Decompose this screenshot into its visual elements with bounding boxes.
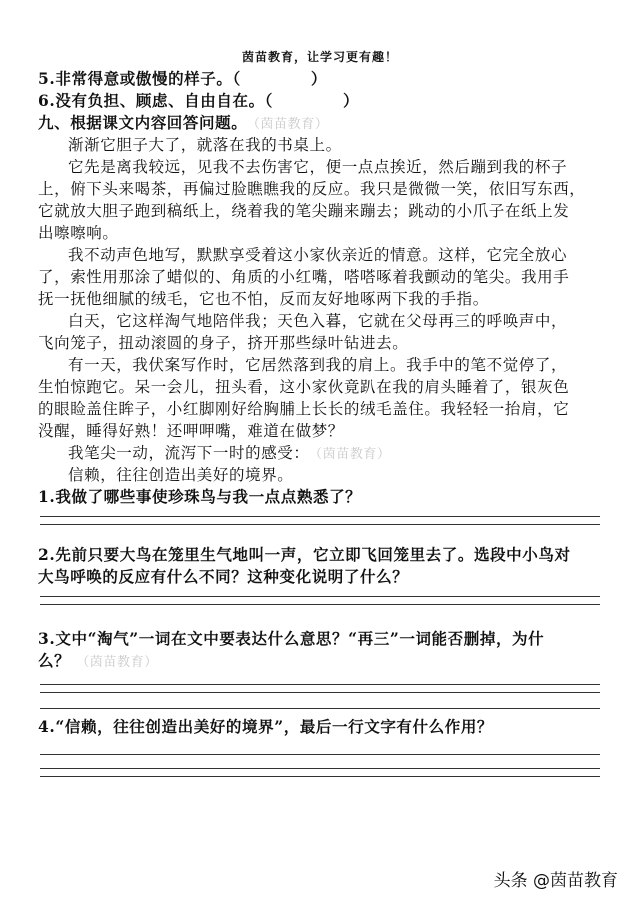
answer-line[interactable] bbox=[40, 754, 600, 755]
passage-line: 它先是离我较远，见我不去伤害它，便一点点挨近，然后蹦到我的杯子 bbox=[68, 158, 568, 176]
passage-line: 它就放大胆子跑到稿纸上，绕着我的笔尖蹦来蹦去；跳动的小爪子在纸上发 bbox=[38, 202, 570, 220]
item-5: 5.非常得意或傲慢的样子。（ ） bbox=[38, 69, 327, 88]
passage-line: 出嚓嚓响。 bbox=[38, 224, 119, 242]
answer-line[interactable] bbox=[40, 768, 600, 769]
answer-line[interactable] bbox=[40, 776, 600, 777]
source-watermark: 头条 @茵苗教育 bbox=[493, 871, 618, 891]
passage-line: 我不动声色地写，默默享受着这小家伙亲近的情意。这样，它完全放心 bbox=[68, 246, 568, 264]
question-4: 4.“信赖，往往创造出美好的境界”，最后一行文字有什么作用？ bbox=[38, 717, 494, 736]
passage-line: 没醒，睡得好熟！还呷呷嘴，难道在做梦？ bbox=[38, 422, 344, 440]
answer-line[interactable] bbox=[40, 596, 600, 597]
passage-line: 白天，它这样淘气地陪伴我；天色入暮，它就在父母再三的呼唤声中， bbox=[68, 312, 568, 330]
passage-line: 飞向笼子，扭动滚圆的身子，挤开那些绿叶钻进去。 bbox=[38, 334, 409, 352]
passage-line: 生怕惊跑它。呆一会儿，扭头看，这小家伙竟趴在我的肩头睡着了，银灰色 bbox=[38, 378, 570, 396]
answer-line[interactable] bbox=[40, 516, 600, 517]
question-2-line-2: 大鸟呼唤的反应有什么不同？这种变化说明了什么？ bbox=[38, 567, 409, 586]
passage-line: 渐渐它胆子大了，就落在我的书桌上。 bbox=[68, 136, 342, 154]
passage-line: 上，俯下头来喝茶，再偏过脸瞧瞧我的反应。我只是微微一笑，依旧写东西， bbox=[38, 180, 586, 198]
question-3-line-1: 3.文中“淘气”一词在文中要表达什么意思？“再三”一词能否删掉，为什 bbox=[38, 629, 545, 648]
item-6: 6.没有负担、顾虑、自由自在。（ ） bbox=[38, 91, 360, 110]
answer-line[interactable] bbox=[40, 604, 600, 605]
passage-line: 了，索性用那涂了蜡似的、角质的小红嘴，嗒嗒啄着我颤动的笔尖。我用手 bbox=[38, 268, 570, 286]
question-3-line-2: 么？ （茵苗教育） bbox=[38, 651, 158, 670]
answer-line[interactable] bbox=[40, 524, 600, 525]
passage-line: 抚一抚他细腻的绒毛，它也不怕，反而友好地啄两下我的手指。 bbox=[38, 290, 489, 308]
question-2-line-1: 2.先前只要大鸟在笼里生气地叫一声，它立即飞回笼里去了。选段中小鸟对 bbox=[38, 545, 571, 564]
page-header: 茵苗教育，让学习更有趣！ bbox=[241, 50, 398, 64]
answer-line[interactable] bbox=[40, 708, 600, 709]
watermark-text: （茵苗教育） bbox=[253, 117, 329, 132]
watermark-text: （茵苗教育） bbox=[315, 447, 391, 462]
question-1: 1.我做了哪些事使珍珠鸟与我一点点熟悉了？ bbox=[38, 487, 362, 506]
answer-line[interactable] bbox=[40, 692, 600, 693]
answer-line[interactable] bbox=[40, 684, 600, 685]
passage-line: 的眼睑盖住眸子，小红脚刚好给胸脯上长长的绒毛盖住。我轻轻一抬肩，它 bbox=[38, 400, 570, 418]
watermark-text: （茵苗教育） bbox=[76, 655, 158, 670]
section-9-title: 九、根据课文内容回答问题。 （茵苗教育） bbox=[38, 113, 329, 132]
passage-line: 信赖，往往创造出美好的境界。 bbox=[68, 466, 294, 484]
passage-line: 我笔尖一动，流泻下一时的感受： （茵苗教育） bbox=[68, 444, 391, 462]
passage-line: 有一天，我伏案写作时，它居然落到我的肩上。我手中的笔不觉停了， bbox=[68, 356, 568, 374]
